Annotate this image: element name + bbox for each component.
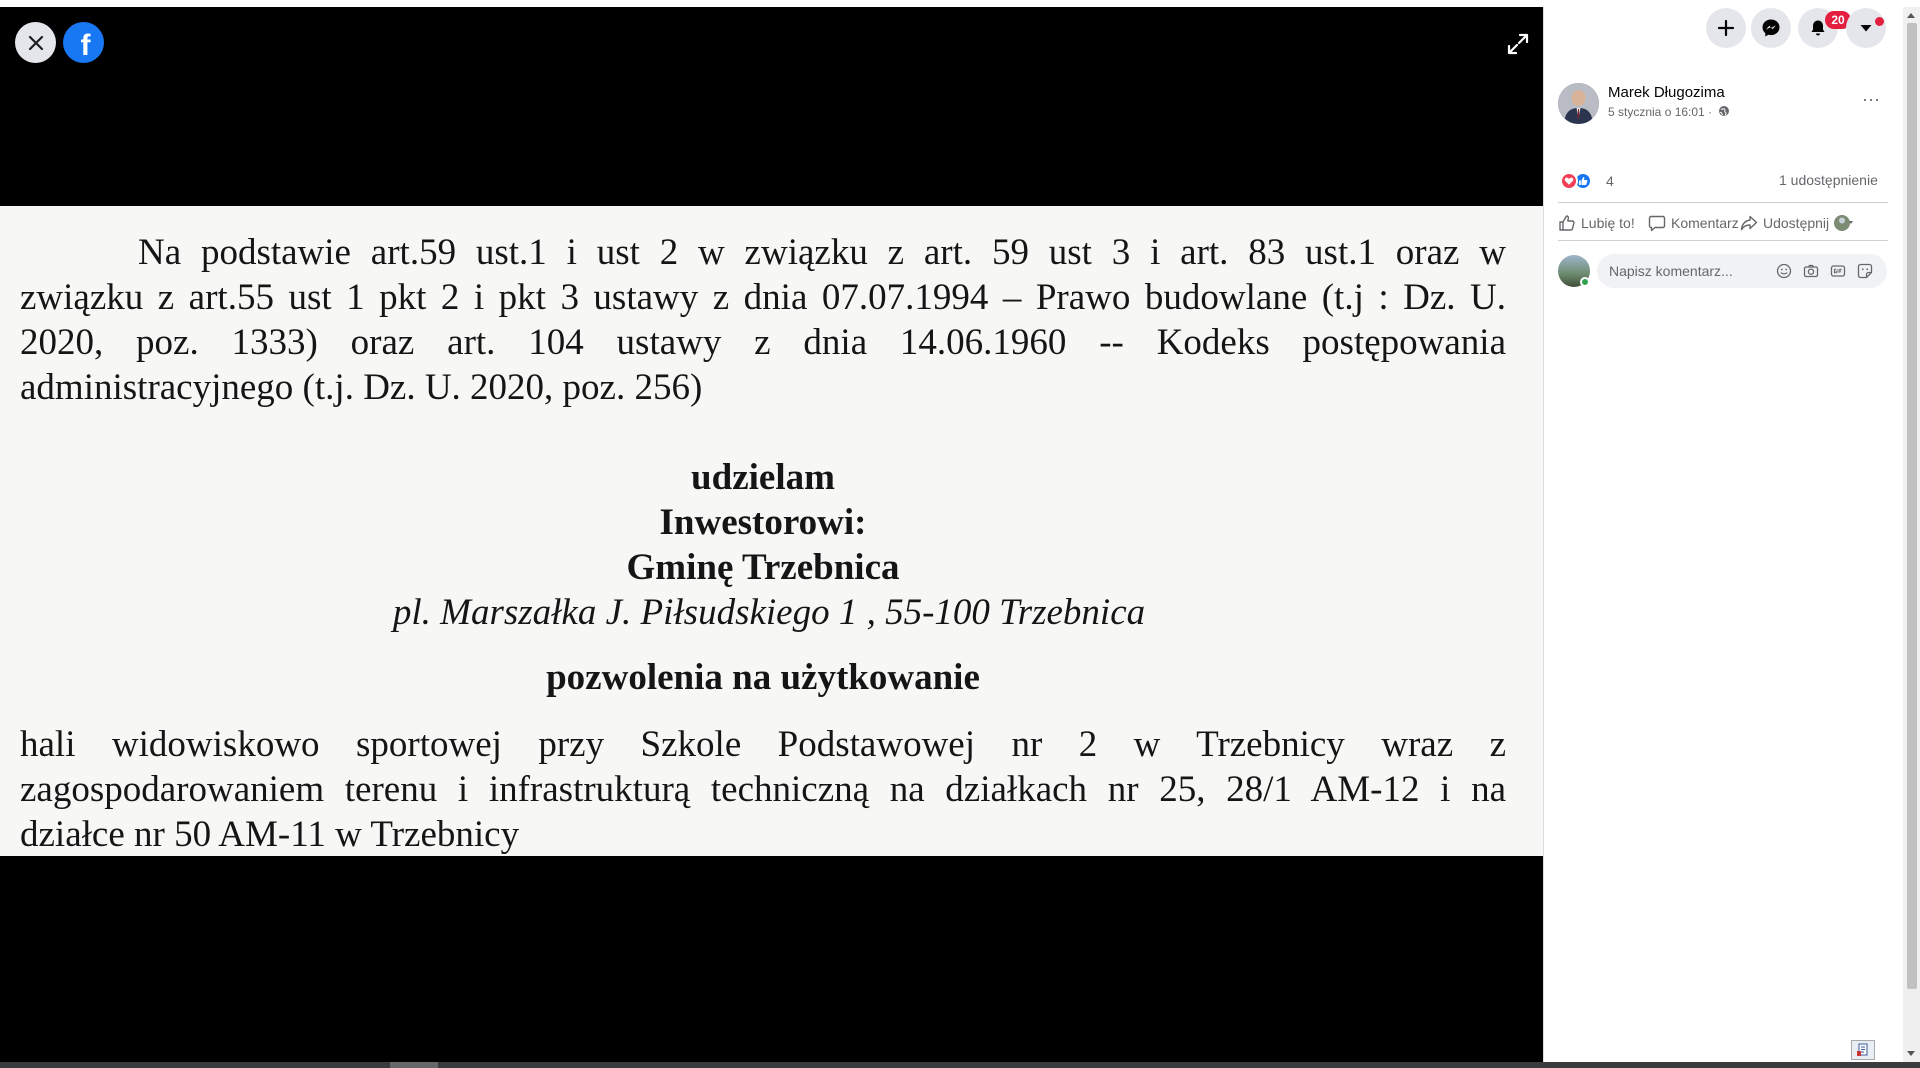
document-investor-label: Inwestorowi:	[659, 502, 867, 543]
document-line: związku z art.55 ust 1 pkt 2 i pkt 3 ustawy z dnia 07.07.1994 – Prawo budowlane (t.j : Dz. U.	[20, 277, 1506, 318]
divider	[1558, 202, 1888, 203]
expand-icon[interactable]	[1505, 31, 1531, 57]
bottom-bar	[0, 1062, 1920, 1068]
post-side-panel	[1543, 7, 1903, 1062]
document-line: zagospodarowaniem terenu i infrastrukturą techniczną na działkach nr 25, 28/1 AM-12 i na	[20, 769, 1506, 810]
document-grant: udzielam	[691, 457, 835, 498]
gif-icon[interactable]	[1830, 263, 1846, 279]
reactions-count[interactable]: 4	[1606, 173, 1614, 189]
sticker-icon[interactable]	[1857, 263, 1873, 279]
close-button[interactable]	[15, 22, 56, 63]
account-menu-button[interactable]	[1846, 8, 1886, 48]
messenger-icon	[1761, 18, 1781, 38]
avatar[interactable]	[1558, 83, 1599, 124]
document-line: administracyjnego (t.j. Dz. U. 2020, poz. 256)	[20, 367, 703, 408]
scrollbar[interactable]	[1903, 7, 1920, 1062]
author-avatar-image	[1558, 83, 1599, 124]
scroll-up-arrow-icon[interactable]	[1907, 13, 1915, 18]
shares-count[interactable]: 1 udostępnienie	[1779, 172, 1878, 188]
camera-icon[interactable]	[1803, 263, 1819, 279]
window-top-strip	[0, 0, 1920, 7]
comment-label: Komentarz	[1671, 215, 1739, 231]
share-avatar-icon	[1834, 214, 1854, 232]
share-label: Udostępnij	[1763, 215, 1830, 231]
globe-icon	[1718, 105, 1730, 117]
divider	[1558, 240, 1888, 241]
post-timestamp[interactable]: 5 stycznia o 16:01 ·	[1608, 105, 1713, 119]
love-reaction-icon	[1560, 172, 1578, 190]
online-status-dot	[1580, 277, 1590, 287]
document-line: 2020, poz. 1333) oraz art. 104 ustawy z dnia 14.06.1960 -- Kodeks postępowania	[20, 322, 1506, 363]
create-button[interactable]	[1706, 8, 1746, 48]
caret-down-icon	[1858, 20, 1874, 36]
like-button[interactable]	[1558, 212, 1635, 234]
document-investor-address: pl. Marszałka J. Piłsudskiego 1 , 55-100 Trzebnica	[392, 592, 1146, 633]
document-investor-name: Gminę Trzebnica	[626, 547, 900, 588]
document-permit-title: pozwolenia na użytkowanie	[546, 657, 980, 698]
document-line: hali widowiskowo sportowej przy Szkole Podstawowej nr 2 w Trzebnicy wraz z	[20, 724, 1506, 765]
like-label: Lubię to!	[1581, 215, 1635, 231]
plus-icon	[1717, 19, 1735, 37]
close-icon	[27, 34, 45, 52]
taskbar-widget-icon[interactable]	[1851, 1040, 1875, 1060]
document-line: Na podstawie art.59 ust.1 i ust 2 w związku z art. 59 ust 3 i art. 83 ust.1 oraz w	[138, 232, 1506, 273]
share-icon	[1740, 214, 1758, 232]
post-more-button[interactable]: ···	[1862, 89, 1880, 109]
comment-icon	[1648, 214, 1666, 232]
document-line: działce nr 50 AM-11 w Trzebnicy	[20, 814, 520, 855]
scrollbar-thumb[interactable]	[1907, 23, 1917, 989]
emoji-icon[interactable]	[1776, 263, 1792, 279]
messenger-button[interactable]	[1751, 8, 1791, 48]
post-author-name[interactable]: Marek Długozima	[1608, 84, 1725, 101]
comment-input[interactable]: Napisz komentarz...	[1597, 254, 1887, 288]
bottom-bar-segment	[390, 1062, 438, 1068]
facebook-logo-icon[interactable]	[63, 22, 104, 63]
account-alert-dot	[1875, 17, 1884, 26]
scroll-down-arrow-icon[interactable]	[1907, 1051, 1915, 1056]
share-button[interactable]	[1740, 212, 1854, 234]
notifications-badge: 20	[1825, 11, 1851, 29]
facebook-logo-letter: f	[80, 28, 91, 62]
comment-button[interactable]	[1648, 212, 1739, 234]
thumbs-up-icon	[1558, 214, 1576, 232]
document-image	[0, 206, 1543, 856]
